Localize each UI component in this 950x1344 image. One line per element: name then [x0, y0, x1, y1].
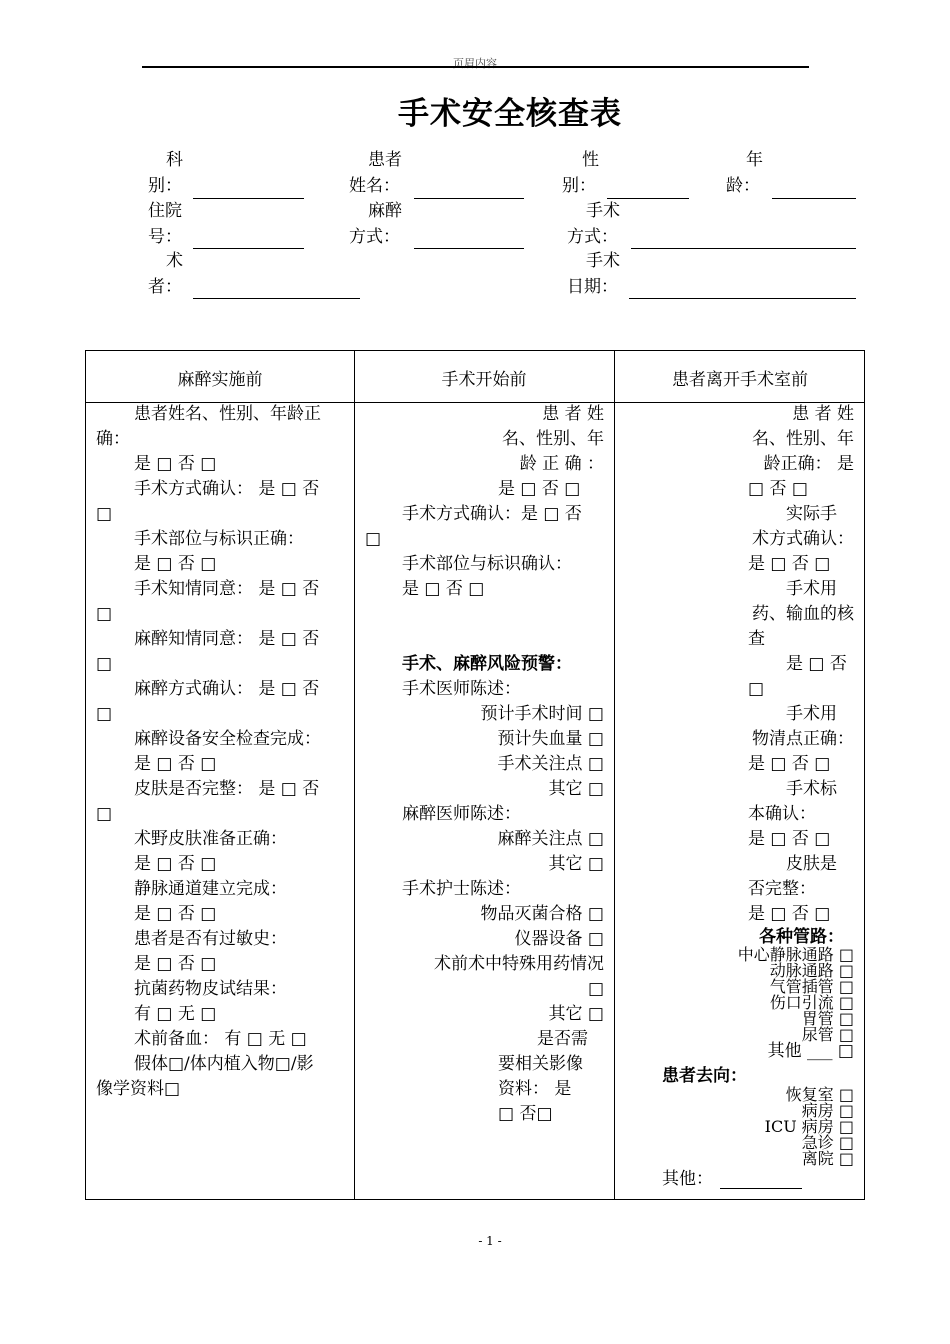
c3-tube-checkbox[interactable]: 胃管 □: [801, 1009, 854, 1028]
name-field[interactable]: [414, 198, 524, 199]
dept-label-b: 别：: [148, 176, 182, 196]
c3-line: 药、输血的核: [752, 604, 854, 624]
header-before-leaving: 患者离开手术室前: [672, 370, 808, 390]
c3-line: 手术标: [786, 779, 837, 799]
c3-line[interactable]: 龄正确： 是: [763, 454, 854, 474]
c2-checkbox-line[interactable]: 其它 □: [548, 854, 604, 874]
admission-no-field[interactable]: [193, 248, 304, 249]
c3-line: 名、性别、年: [752, 429, 854, 449]
column-divider-2: [614, 351, 615, 1199]
c1-line[interactable]: 像学资料□: [96, 1079, 181, 1099]
surgeon-label-b: 者：: [148, 277, 182, 297]
c3-line: 否完整：: [748, 879, 816, 899]
c3-line: 物清点正确：: [752, 729, 854, 749]
destination-heading: 患者去向：: [662, 1066, 747, 1086]
c2-line: 龄 正 确 ：: [519, 454, 604, 474]
name-label-b: 姓名：: [349, 176, 400, 196]
anesthesia-label-a: 麻醉: [368, 201, 402, 221]
c1-checkbox-line[interactable]: □: [96, 704, 113, 724]
c3-destination-checkbox[interactable]: ICU 病房 □: [764, 1117, 854, 1136]
admission-label-a: 住院: [148, 201, 182, 221]
c1-line: 麻醉设备安全检查完成：: [134, 729, 321, 749]
c3-checkbox-line[interactable]: □ 否 □: [748, 479, 808, 499]
other-destination-field[interactable]: [720, 1188, 802, 1189]
c2-checkbox-line[interactable]: 是 □ 否 □: [402, 579, 485, 599]
c1-checkbox-line[interactable]: 是 □ 否 □: [134, 954, 217, 974]
c1-checkbox-line[interactable]: 是 □ 否 □: [134, 904, 217, 924]
c3-checkbox-line[interactable]: 是 □ 否 □: [748, 904, 831, 924]
c3-line: 手术用: [786, 579, 837, 599]
c2-checkbox-line[interactable]: □: [587, 979, 604, 999]
age-field[interactable]: [772, 198, 856, 199]
nurse-statement-label: 手术护士陈述：: [402, 879, 521, 899]
c1-line[interactable]: 皮肤是否完整： 是 □ 否: [134, 779, 320, 799]
c2-line[interactable]: 资料： 是: [498, 1079, 572, 1099]
surgery-date-label-a: 手术: [586, 251, 620, 271]
c2-checkbox-line[interactable]: 其它 □: [548, 1004, 604, 1024]
c1-checkbox-line[interactable]: 是 □ 否 □: [134, 854, 217, 874]
c1-line[interactable]: 假体□/体内植入物□/影: [134, 1054, 314, 1074]
surgeon-field[interactable]: [193, 298, 360, 299]
c3-tube-checkbox[interactable]: 其他 ___ □: [767, 1041, 854, 1061]
page-number: - 1 -: [478, 1234, 502, 1248]
surgery-date-field[interactable]: [629, 298, 856, 299]
anesthesia-method-field[interactable]: [414, 248, 524, 249]
anesthesia-label-b: 方式：: [349, 227, 400, 247]
c2-checkbox-line[interactable]: 预计失血量 □: [497, 729, 604, 749]
c3-line: 术方式确认：: [752, 529, 854, 549]
c1-line[interactable]: 麻醉方式确认： 是 □ 否: [134, 679, 320, 699]
c1-checkbox-line[interactable]: 有 □ 无 □: [134, 1004, 217, 1024]
c2-checkbox-line[interactable]: □ 否□: [498, 1104, 553, 1124]
name-label-a: 患者: [368, 150, 402, 170]
age-label-a: 年: [746, 150, 763, 170]
c1-checkbox-line[interactable]: 是 □ 否 □: [134, 454, 217, 474]
c3-tube-checkbox[interactable]: 气管插管 □: [769, 977, 854, 996]
c3-tube-checkbox[interactable]: 尿管 □: [801, 1025, 854, 1044]
surgery-method-label-a: 手术: [586, 201, 620, 221]
c1-checkbox-line[interactable]: 是 □ 否 □: [134, 754, 217, 774]
surgery-method-label-b: 方式：: [567, 227, 618, 247]
c2-checkbox-line[interactable]: 是 □ 否 □: [498, 479, 581, 499]
c3-destination-checkbox[interactable]: 离院 □: [801, 1149, 854, 1168]
c3-line: 本确认：: [748, 804, 816, 824]
dept-label-a: 科: [166, 150, 183, 170]
header-before-anesthesia: 麻醉实施前: [177, 370, 263, 390]
c3-line: 查: [748, 629, 765, 649]
c3-destination-checkbox[interactable]: 恢复室 □: [785, 1085, 854, 1104]
c1-line: 抗菌药物皮试结果：: [134, 979, 287, 999]
other-destination-label: 其他：: [662, 1169, 713, 1189]
c2-checkbox-line[interactable]: 物品灭菌合格 □: [480, 904, 604, 924]
c2-checkbox-line[interactable]: 仪器设备 □: [514, 929, 604, 949]
c1-line: 手术部位与标识正确：: [134, 529, 304, 549]
c2-line[interactable]: 手术方式确认：是 □ 否: [402, 504, 582, 524]
c2-checkbox-line[interactable]: 手术关注点 □: [497, 754, 604, 774]
c2-line: 术前术中特殊用药情况: [434, 954, 604, 974]
c3-checkbox-line[interactable]: 是 □ 否 □: [748, 829, 831, 849]
c3-destination-checkbox[interactable]: 急诊 □: [801, 1133, 854, 1152]
c3-checkbox-line[interactable]: □: [748, 679, 765, 699]
surgery-date-label-b: 日期：: [567, 277, 618, 297]
c2-line: 要相关影像: [498, 1054, 583, 1074]
c1-checkbox-line[interactable]: □: [96, 604, 113, 624]
c2-checkbox-line[interactable]: 预计手术时间 □: [480, 704, 604, 724]
dept-field[interactable]: [193, 198, 304, 199]
c3-tube-checkbox[interactable]: 伤口引流 □: [769, 993, 854, 1012]
c3-destination-checkbox[interactable]: 病房 □: [801, 1101, 854, 1120]
c1-line[interactable]: 手术方式确认： 是 □ 否: [134, 479, 320, 499]
c2-checkbox-line[interactable]: 麻醉关注点 □: [497, 829, 604, 849]
c3-line: 患 者 姓: [792, 404, 854, 424]
checklist-table: [85, 350, 865, 1200]
c3-line: 实际手: [786, 504, 837, 524]
page-header-rule: [142, 66, 809, 68]
sex-label-a: 性: [582, 150, 599, 170]
c1-checkbox-line[interactable]: □: [96, 804, 113, 824]
surgeon-statement-label: 手术医师陈述：: [402, 679, 521, 699]
page-header-text: 页眉内容: [453, 57, 497, 70]
c3-tube-checkbox[interactable]: 动脉通路 □: [769, 961, 854, 980]
c2-line: 名、性别、年: [502, 429, 604, 449]
surgery-method-field[interactable]: [631, 248, 856, 249]
c2-checkbox-line[interactable]: □: [365, 529, 382, 549]
sex-label-b: 别：: [562, 176, 596, 196]
surgeon-label-a: 术: [166, 251, 183, 271]
header-before-surgery: 手术开始前: [441, 370, 527, 390]
c1-line[interactable]: 手术知情同意： 是 □ 否: [134, 579, 320, 599]
c1-checkbox-line[interactable]: □: [96, 504, 113, 524]
anesthetist-statement-label: 麻醉医师陈述：: [402, 804, 521, 824]
admission-label-b: 号：: [148, 227, 182, 247]
c3-checkbox-line[interactable]: 是 □ 否 □: [748, 554, 831, 574]
tubes-heading: 各种管路：: [759, 927, 844, 947]
c2-checkbox-line[interactable]: 其它 □: [548, 779, 604, 799]
c1-line[interactable]: 麻醉知情同意： 是 □ 否: [134, 629, 320, 649]
risk-warning-heading: 手术、麻醉风险预警：: [402, 654, 572, 674]
c3-line: 手术用: [786, 704, 837, 724]
c2-line: 是否需: [537, 1029, 588, 1049]
c1-checkbox-line[interactable]: 术前备血： 有 □ 无 □: [134, 1029, 307, 1049]
c1-line: 患者是否有过敏史：: [134, 929, 287, 949]
c3-checkbox-line[interactable]: 是 □ 否 □: [748, 754, 831, 774]
page-title: 手术安全核查表: [398, 96, 622, 132]
c2-line: 患 者 姓: [542, 404, 604, 424]
column-divider-1: [354, 351, 355, 1199]
c1-line: 确：: [96, 429, 130, 449]
c3-line[interactable]: 是 □ 否: [786, 654, 847, 674]
c3-line: 皮肤是: [786, 854, 837, 874]
c1-checkbox-line[interactable]: □: [96, 654, 113, 674]
age-label-b: 龄：: [726, 176, 760, 196]
c1-checkbox-line[interactable]: 是 □ 否 □: [134, 554, 217, 574]
c3-tube-checkbox[interactable]: 中心静脉通路 □: [737, 945, 854, 964]
c1-line: 静脉通道建立完成：: [134, 879, 287, 899]
c2-line: 手术部位与标识确认：: [402, 554, 572, 574]
c1-line: 患者姓名、性别、年龄正: [134, 404, 321, 424]
c1-line: 术野皮肤准备正确：: [134, 829, 287, 849]
